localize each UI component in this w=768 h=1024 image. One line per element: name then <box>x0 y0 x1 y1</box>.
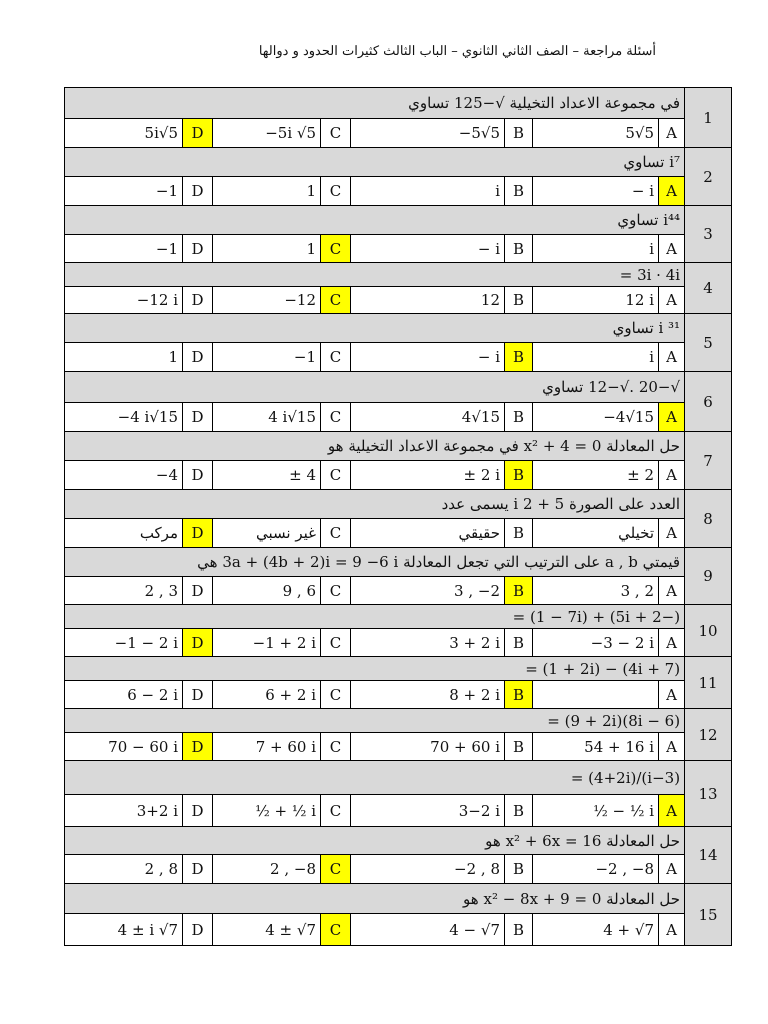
question-number: 8 <box>685 490 732 548</box>
answer-c-value: −12 <box>213 287 321 314</box>
question-number: 7 <box>685 432 732 490</box>
question-number: 15 <box>685 884 732 946</box>
question-row <box>65 827 732 855</box>
question-number: 1 <box>685 88 732 148</box>
answers-row <box>65 577 732 605</box>
answer-c-value: 1 <box>213 235 321 263</box>
question-row <box>65 657 732 681</box>
answers-row <box>65 177 732 206</box>
answer-b-value: 4 − √7 <box>351 914 505 946</box>
answer-a-value: 5√5 <box>533 119 659 148</box>
question-row <box>65 148 732 177</box>
answer-a-letter: A <box>659 461 685 490</box>
answer-d-letter: D <box>183 681 213 709</box>
answer-d-letter: D <box>183 914 213 946</box>
question-row <box>65 263 732 287</box>
question-row <box>65 314 732 343</box>
answer-b-value: −5√5 <box>351 119 505 148</box>
answer-c-letter: C <box>321 629 351 657</box>
answer-b-letter: B <box>505 795 533 827</box>
answer-a-value: −3 − 2 i <box>533 629 659 657</box>
answer-d-value: −12 i <box>65 287 183 314</box>
question-number: 4 <box>685 263 732 314</box>
answer-d-value: مركب <box>65 519 183 548</box>
page-header: أسئلة مراجعة – الصف الثاني الثانوي – الباب الثالث كثيرات الحدود و دوالها <box>258 44 656 59</box>
answers-row <box>65 681 732 709</box>
answer-d-value: −1 <box>65 177 183 206</box>
answer-b-value: i <box>351 177 505 206</box>
questions-table <box>64 87 732 946</box>
answer-d-value: −4 <box>65 461 183 490</box>
answer-d-value: 2 , 8 <box>65 855 183 884</box>
question-text: (3−i)/(4+2i) = <box>65 761 685 795</box>
answers-row <box>65 403 732 432</box>
answer-a-letter: A <box>659 119 685 148</box>
answer-a-letter: A <box>659 403 685 432</box>
answer-c-value: ± 4 <box>213 461 321 490</box>
answer-a-value: 54 + 16 i <box>533 733 659 761</box>
answer-b-letter: B <box>505 733 533 761</box>
answers-row <box>65 461 732 490</box>
answer-b-letter: B <box>505 914 533 946</box>
answer-c-value: 4 i√15 <box>213 403 321 432</box>
answer-d-letter: D <box>183 795 213 827</box>
answer-b-value: − i <box>351 343 505 372</box>
answer-d-value: 1 <box>65 343 183 372</box>
question-number: 2 <box>685 148 732 206</box>
question-row <box>65 548 732 577</box>
answers-row <box>65 343 732 372</box>
answer-b-letter: B <box>505 235 533 263</box>
answer-c-letter: C <box>321 733 351 761</box>
question-row <box>65 709 732 733</box>
answer-c-letter: C <box>321 119 351 148</box>
answer-c-letter: C <box>321 795 351 827</box>
question-text: حل المعادلة x² + 6x = 16 هو <box>65 827 685 855</box>
answer-b-value: − i <box>351 235 505 263</box>
answer-d-value: 4 ± i √7 <box>65 914 183 946</box>
answer-a-letter: A <box>659 795 685 827</box>
answer-a-value: −4√15 <box>533 403 659 432</box>
answer-d-value: 6 − 2 i <box>65 681 183 709</box>
answer-b-letter: B <box>505 343 533 372</box>
answer-a-letter: A <box>659 519 685 548</box>
answer-b-letter: B <box>505 629 533 657</box>
answer-c-letter: C <box>321 914 351 946</box>
answer-d-letter: D <box>183 177 213 206</box>
answer-c-value: 2 , −8 <box>213 855 321 884</box>
answer-b-value: ± 2 i <box>351 461 505 490</box>
answer-a-letter: A <box>659 629 685 657</box>
answer-a-letter: A <box>659 343 685 372</box>
answers-row <box>65 855 732 884</box>
question-text: i⁴⁴ تساوي <box>65 206 685 235</box>
answer-c-value: 1 <box>213 177 321 206</box>
answer-a-letter: A <box>659 733 685 761</box>
answer-a-letter: A <box>659 914 685 946</box>
answer-b-letter: B <box>505 119 533 148</box>
answer-b-letter: B <box>505 177 533 206</box>
answer-d-value: 2 , 3 <box>65 577 183 605</box>
question-number: 6 <box>685 372 732 432</box>
answer-d-letter: D <box>183 855 213 884</box>
question-row <box>65 884 732 914</box>
answer-a-value: − i <box>533 177 659 206</box>
question-text: حل المعادلة x² − 8x + 9 = 0 هو <box>65 884 685 914</box>
answer-c-value: −1 + 2 i <box>213 629 321 657</box>
answers-row <box>65 519 732 548</box>
answer-b-value: 3−2 i <box>351 795 505 827</box>
answers-row <box>65 733 732 761</box>
answer-a-letter: A <box>659 577 685 605</box>
answer-a-value: i <box>533 343 659 372</box>
answer-a-value <box>533 681 659 709</box>
question-text: في مجموعة الاعداد التخيلية √−125 تساوي <box>65 88 685 119</box>
answer-b-letter: B <box>505 461 533 490</box>
answers-row <box>65 287 732 314</box>
answer-b-letter: B <box>505 287 533 314</box>
answer-d-value: 70 − 60 i <box>65 733 183 761</box>
question-text: (−2 + 5i) + (1 − 7i) = <box>65 605 685 629</box>
answer-d-value: −1 <box>65 235 183 263</box>
answer-c-letter: C <box>321 287 351 314</box>
answer-a-letter: A <box>659 681 685 709</box>
answer-a-letter: A <box>659 177 685 206</box>
question-number: 11 <box>685 657 732 709</box>
answer-c-letter: C <box>321 681 351 709</box>
answer-a-letter: A <box>659 855 685 884</box>
answer-a-value: ½ − ½ i <box>533 795 659 827</box>
answer-c-letter: C <box>321 461 351 490</box>
answer-d-letter: D <box>183 235 213 263</box>
answer-c-letter: C <box>321 177 351 206</box>
question-row <box>65 206 732 235</box>
answer-b-letter: B <box>505 855 533 884</box>
answer-d-letter: D <box>183 287 213 314</box>
question-text: قيمتي a , b على الترتيب التي تجعل المعادلة 3a + (4b + 2)i = 9 −6 i هي <box>65 548 685 577</box>
answer-b-value: حقيقي <box>351 519 505 548</box>
answer-b-letter: B <box>505 519 533 548</box>
answer-c-value: 6 + 2 i <box>213 681 321 709</box>
answer-b-letter: B <box>505 577 533 605</box>
answer-c-letter: C <box>321 855 351 884</box>
answer-c-letter: C <box>321 235 351 263</box>
question-number: 13 <box>685 761 732 827</box>
question-text: (6 − 8i)(9 + 2i) = <box>65 709 685 733</box>
question-row <box>65 432 732 461</box>
answers-row <box>65 795 732 827</box>
answer-b-value: 12 <box>351 287 505 314</box>
question-number: 14 <box>685 827 732 884</box>
question-row <box>65 88 732 119</box>
answer-d-value: −1 − 2 i <box>65 629 183 657</box>
answer-c-letter: C <box>321 577 351 605</box>
answer-d-letter: D <box>183 403 213 432</box>
answer-a-value: 4 + √7 <box>533 914 659 946</box>
question-number: 12 <box>685 709 732 761</box>
answer-b-letter: B <box>505 681 533 709</box>
answer-c-letter: C <box>321 519 351 548</box>
answer-a-value: 12 i <box>533 287 659 314</box>
question-text: (7 + 4i) − (1 + 2i) = <box>65 657 685 681</box>
answer-d-value: 3+2 i <box>65 795 183 827</box>
answer-b-value: 3 , −2 <box>351 577 505 605</box>
answer-a-value: ± 2 <box>533 461 659 490</box>
answer-a-value: تخيلي <box>533 519 659 548</box>
answer-b-value: −2 , 8 <box>351 855 505 884</box>
answer-b-value: 8 + 2 i <box>351 681 505 709</box>
answers-row <box>65 235 732 263</box>
answer-d-letter: D <box>183 119 213 148</box>
answer-a-value: i <box>533 235 659 263</box>
answer-a-value: 3 , 2 <box>533 577 659 605</box>
answer-c-letter: C <box>321 343 351 372</box>
answer-c-value: 7 + 60 i <box>213 733 321 761</box>
question-number: 5 <box>685 314 732 372</box>
question-text: i ³¹ تساوي <box>65 314 685 343</box>
answer-b-letter: B <box>505 403 533 432</box>
answer-d-letter: D <box>183 577 213 605</box>
answer-c-value: 4 ± √7 <box>213 914 321 946</box>
answer-a-letter: A <box>659 235 685 263</box>
question-row <box>65 372 732 403</box>
answer-b-value: 70 + 60 i <box>351 733 505 761</box>
answer-c-value: 9 , 6 <box>213 577 321 605</box>
question-number: 3 <box>685 206 732 263</box>
answer-a-letter: A <box>659 287 685 314</box>
answer-c-letter: C <box>321 403 351 432</box>
answer-d-letter: D <box>183 519 213 548</box>
answers-row <box>65 629 732 657</box>
question-row <box>65 605 732 629</box>
answer-c-value: −5i √5 <box>213 119 321 148</box>
question-number: 9 <box>685 548 732 605</box>
answer-b-value: 3 + 2 i <box>351 629 505 657</box>
answer-d-value: 5i√5 <box>65 119 183 148</box>
question-text: العدد على الصورة 5 + 2 i يسمى عدد <box>65 490 685 519</box>
answers-row <box>65 914 732 946</box>
answers-row <box>65 119 732 148</box>
answer-d-letter: D <box>183 461 213 490</box>
answer-d-letter: D <box>183 343 213 372</box>
question-number: 10 <box>685 605 732 657</box>
question-text: √−20 .√−12 تساوي <box>65 372 685 403</box>
answer-c-value: ½ + ½ i <box>213 795 321 827</box>
answer-c-value: −1 <box>213 343 321 372</box>
question-row <box>65 761 732 795</box>
answer-c-value: غير نسبي <box>213 519 321 548</box>
answer-d-letter: D <box>183 733 213 761</box>
question-text: حل المعادلة x² + 4 = 0 في مجموعة الاعداد التخيلية هو <box>65 432 685 461</box>
answer-a-value: −2 , −8 <box>533 855 659 884</box>
question-text: 3i · 4i = <box>65 263 685 287</box>
question-text: i⁷ تساوي <box>65 148 685 177</box>
answer-d-letter: D <box>183 629 213 657</box>
question-row <box>65 490 732 519</box>
answer-b-value: 4√15 <box>351 403 505 432</box>
answer-d-value: −4 i√15 <box>65 403 183 432</box>
